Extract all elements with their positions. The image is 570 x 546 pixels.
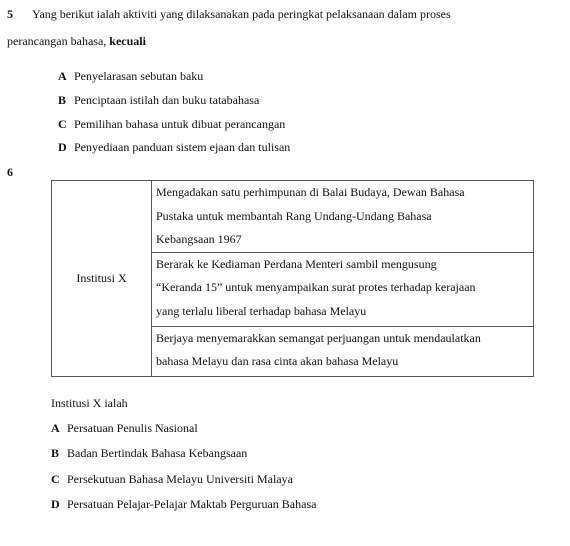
question-6-number: 6: [7, 165, 13, 179]
option-text: Penyelarasan sebutan baku: [74, 69, 204, 83]
option-text: Penciptaan istilah dan buku tatabahasa: [74, 93, 260, 107]
statement-line: bahasa Melayu dan rasa cinta akan bahasa Melayu: [156, 354, 399, 368]
question-6-option-a: [51, 421, 198, 436]
option-text: Badan Bertindak Bahasa Kebangsaan: [67, 446, 248, 460]
statement-line: yang terlalu liberal terhadap bahasa Melayu: [156, 303, 367, 318]
statement-line: Berjaya menyemarakkan semangat perjuangan untuk mendaulatkan: [156, 330, 481, 345]
option-text: Persekutuan Bahasa Melayu Universiti Malaya: [67, 472, 293, 486]
question-5-option-a: [58, 69, 203, 84]
option-letter: B: [51, 446, 60, 460]
option-text: Penyediaan panduan sistem ejaan dan tulisan: [74, 140, 291, 154]
option-letter: C: [51, 472, 60, 486]
institusi-label-cell: Institusi X: [52, 181, 152, 377]
question-5-option-d: [58, 140, 290, 155]
question-5-option-b: [58, 93, 259, 108]
question-6-option-c: [51, 472, 293, 487]
table-row: [52, 181, 534, 253]
statement-cell-1: [152, 181, 534, 253]
question-5-number: 5: [7, 7, 13, 21]
option-letter: A: [58, 69, 67, 83]
question-6-option-b: [51, 446, 247, 461]
question-6-prompt: Institusi X ialah: [51, 396, 128, 410]
statement-line: Pustaka untuk membantah Rang Undang-Undang Bahasa: [156, 208, 432, 223]
option-text: Pemilihan bahasa untuk dibuat perancangan: [74, 117, 286, 131]
statement-line: Kebangsaan 1967: [156, 232, 242, 246]
option-text: Persatuan Pelajar-Pelajar Maktab Perguruan Bahasa: [67, 497, 317, 511]
question-5-stem-prefix: perancangan bahasa,: [7, 34, 107, 48]
question-5-stem-emphasis: kecuali: [109, 34, 146, 48]
question-6-option-d: [51, 497, 316, 512]
option-letter: A: [51, 421, 60, 435]
question-5-stem-line1: Yang berikut ialah aktiviti yang dilaksanakan pada peringkat pelaksanaan dalam proses: [32, 7, 451, 21]
question-6-table: [51, 180, 534, 377]
statement-cell-3: [152, 326, 534, 376]
option-letter: B: [58, 93, 67, 107]
option-text: Persatuan Penulis Nasional: [67, 421, 198, 435]
statement-line: “Keranda 15” untuk menyampaikan surat protes terhadap kerajaan: [156, 280, 476, 294]
question-5-stem-line2: [7, 34, 146, 49]
option-letter: C: [58, 117, 67, 131]
statement-line: Berarak ke Kediaman Perdana Menteri sambil mengusung: [156, 256, 437, 271]
question-5-option-c: [58, 117, 285, 132]
option-letter: D: [51, 497, 60, 511]
statement-cell-2: [152, 252, 534, 326]
option-letter: D: [58, 140, 67, 154]
statement-line: Mengadakan satu perhimpunan di Balai Budaya, Dewan Bahasa: [156, 185, 465, 199]
